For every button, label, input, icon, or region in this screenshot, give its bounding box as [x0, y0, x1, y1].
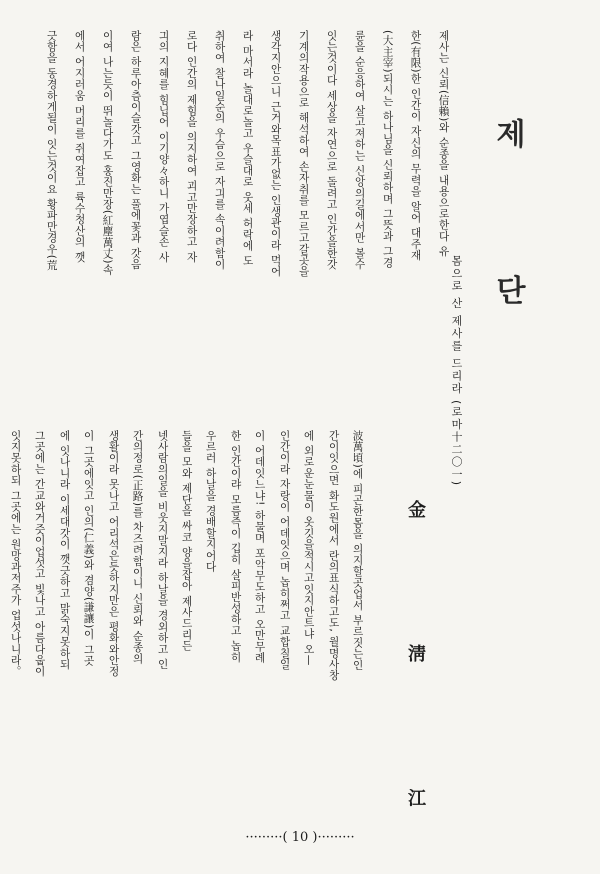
text-line: 간이잇으면 화도원에서 란의표식하고도, 월명사창 — [327, 430, 340, 682]
page-number: ·········( 10 )········· — [245, 830, 355, 845]
text-line: 취하여 찰나일순의 우슴으로 자긔를 속이려함이 — [213, 30, 226, 270]
text-line: 간의정로(正路)를 차즈려함이니 신뢰와 순종의 — [131, 430, 144, 665]
text-line: 생각지안으니 근거와목표가없는 인생관이라 먹어 — [269, 30, 282, 278]
text-line: 인간이라 자랑이 어데잇으며 놉히쩌고 교합칠일 — [278, 430, 291, 670]
text-line: 제사는 신뢰(信賴)와 순종을 내용으로한다 유 — [437, 30, 450, 257]
text-line: 잇지못하되 그곳에는 원망과저주가 업섯나니라。 — [9, 430, 22, 678]
text-line: 우르러 하날을 경배할지어다 — [204, 430, 217, 573]
text-line: 넷사람의일을 비웃지말지라 하날을 경외하고 인 — [156, 430, 169, 670]
text-line: 람은 하루아츰이슬갓고 그영화는 풀에꽃과 갓음 — [129, 30, 142, 270]
text-line: 에 외로운눈물이 옷깃을적시고잇지안트냐 오— — [302, 430, 315, 666]
essay-author: 金 淸 江 — [405, 500, 426, 867]
text-line: 들을 모와 제단을 싸코 양을잡아 제사드리든 — [180, 430, 193, 652]
text-line: 波萬頃)에 피곤한몸을 의지할곳업서 부르짓는인 — [351, 430, 364, 671]
text-line: 로다 인간의 제힘을 의지하여 괴고만장하고 자 — [185, 30, 198, 263]
essay-subtitle: 몸으로 산 제사를 드리라 (로마十二〇一) — [450, 255, 463, 487]
text-line: 에서 어지러움 머리를 쥐여잡고 륙수청산의 깻 — [73, 30, 86, 263]
text-line: 이 그곳에잇고 인의(仁義)와 겸양(謙讓)이 그곳 — [82, 430, 95, 667]
text-line: 잇는것이다 세상을 자연으로 돌려고 인간을한갓 — [325, 30, 338, 270]
text-line: 에 잇나니라 이세대갓이 깻긋하고 맑숙지못하되 — [58, 430, 71, 670]
text-line: 이여 나는듯이 뛰놀다가도 홍진만장(紅塵萬丈)속 — [101, 30, 114, 276]
essay-title: 제 단 — [490, 118, 525, 363]
text-line: 한(有限)한 인간이 자신의 무력을 알어 대주재 — [409, 30, 422, 261]
text-line: 긔의 지혜를 힘닙어 이기양々하니 가엽슬손 사 — [157, 30, 170, 263]
text-line: 이 어데잇느냐! 하물며 포악무도하고 오만무례 — [253, 430, 266, 664]
text-line: 기계의작용으로 해석하여 손자취를 모르고갈곳을 — [297, 30, 310, 278]
text-line: 륜을 순응하여 살고져하는 신앙의길에서만 볼수 — [353, 30, 366, 270]
text-line: 라 마서라 놀대로놀고 우슬대로 웃세 허락에 도 — [241, 30, 254, 267]
text-line: 그곳에는 간교와거즛이업섯고 빛나고 아름다웁이 — [33, 430, 46, 678]
text-line: 긋함을 동경하게될이 잇는것이요 황파만경우(荒 — [45, 30, 58, 271]
text-line: 생활이라 못나고 어리석은듯하지만은 평화와안정 — [107, 430, 120, 678]
text-line: 한 인간이랴 모름즉이 깁히 살피반성하고 놉히 — [229, 430, 242, 663]
text-line: (大主宰)되시는 하나님을 신뢰하며 그뜻과 그경 — [381, 30, 394, 269]
